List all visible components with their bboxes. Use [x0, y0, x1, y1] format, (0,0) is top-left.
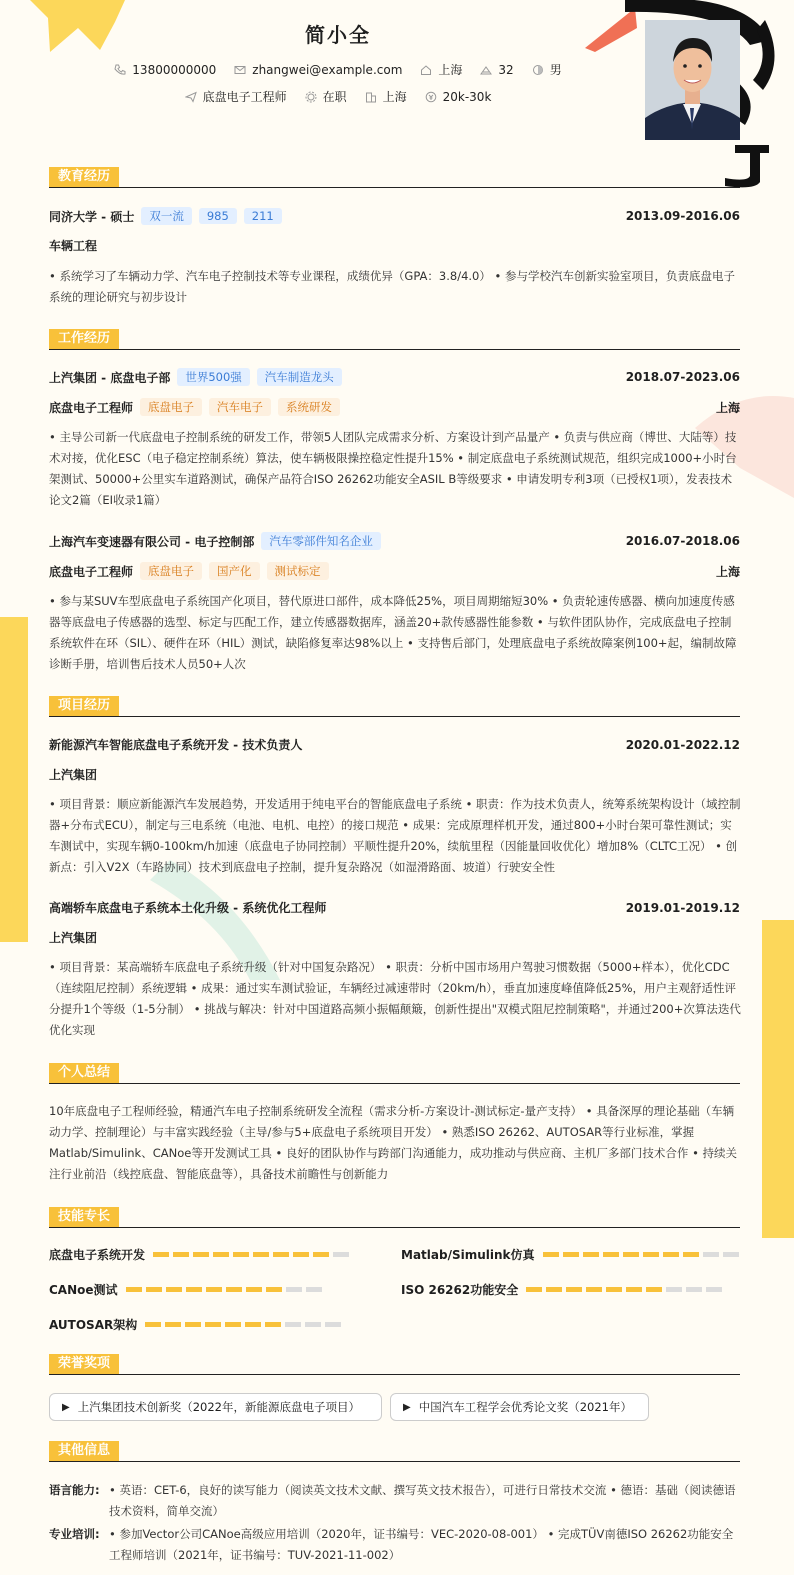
skill-level-segment [293, 1252, 309, 1257]
section-education [49, 167, 740, 188]
age-icon [480, 64, 492, 76]
skill-name: CANoe测试 [49, 1283, 118, 1297]
skill-level-segment [623, 1252, 639, 1257]
target-city-text: 上海 [382, 90, 407, 104]
company-tag: 世界500强 [177, 368, 249, 386]
skill-level-segment [566, 1287, 582, 1292]
skill-item [49, 1281, 322, 1298]
work-period: 2016.07-2018.06 [625, 534, 740, 548]
skill-level-segment [266, 1287, 282, 1292]
company-name: 上汽集团 - 底盘电子部 [49, 370, 171, 385]
major-row [49, 237, 740, 254]
job-tag: 国产化 [209, 562, 260, 580]
skill-item [401, 1281, 722, 1298]
skill-level-segment [543, 1252, 559, 1257]
section-title-summary: 个人总结 [49, 1063, 119, 1083]
profile-photo [645, 20, 740, 140]
skill-level-segment [286, 1287, 302, 1292]
status-icon [305, 91, 317, 103]
gender-item [532, 61, 562, 78]
job-title: 底盘电子工程师 [49, 564, 134, 579]
skill-level-segment [546, 1287, 562, 1292]
section-title-awards: 荣誉奖项 [49, 1354, 119, 1374]
skill-level-segment [205, 1322, 221, 1327]
skill-level-segment [165, 1322, 181, 1327]
skill-level-segment [193, 1252, 209, 1257]
section-other [49, 1441, 740, 1462]
skill-level-segment [606, 1287, 622, 1292]
project-org: 上汽集团 [49, 768, 98, 782]
project-period: 2019.01-2019.12 [625, 900, 740, 915]
skill-level-segment [306, 1287, 322, 1292]
section-title-projects: 项目经历 [49, 696, 119, 716]
job-tag: 底盘电子 [140, 398, 202, 416]
send-icon [185, 91, 197, 103]
award-text: 中国汽车工程学会优秀论文奖（2021年） [418, 1400, 632, 1414]
section-title-skills: 技能专长 [49, 1207, 119, 1227]
skill-level-segment [273, 1252, 289, 1257]
skill-level-segment [313, 1252, 329, 1257]
job-tag: 底盘电子 [140, 562, 202, 580]
skill-level-segment [126, 1287, 142, 1292]
school-name: 同济大学 - 硕士 [49, 209, 135, 224]
job-title: 底盘电子工程师 [49, 400, 134, 415]
skill-name: Matlab/Simulink仿真 [401, 1248, 535, 1262]
other-label: 语言能力: [49, 1483, 100, 1497]
skill-level-segment [285, 1322, 301, 1327]
skill-level-segment [226, 1287, 242, 1292]
skill-name: 底盘电子系统开发 [49, 1248, 146, 1262]
building-icon [365, 91, 377, 103]
gender-icon [532, 64, 544, 76]
skill-level-segment [626, 1287, 642, 1292]
school-tag: 双一流 [141, 207, 192, 225]
project-org: 上汽集团 [49, 931, 98, 945]
skill-level-segment [666, 1287, 682, 1292]
section-awards [49, 1354, 740, 1375]
skill-level-segment [526, 1287, 542, 1292]
other-language-row [49, 1480, 741, 1522]
skill-level-segment [723, 1252, 739, 1257]
other-label: 专业培训: [49, 1527, 100, 1541]
salary-item [425, 90, 492, 104]
skill-level-segment [325, 1322, 341, 1327]
section-work [49, 329, 740, 350]
skill-level-bar [145, 1322, 341, 1327]
skill-level-bar [543, 1252, 739, 1257]
project-desc: • 项目背景：顺应新能源汽车发展趋势，开发适用于纯电平台的智能底盘电子系统 • 职责：作为技术负责人，统筹系统架构设计（域控制器+分布式ECU），制定与三电系统（电池、电机、电控）的接口规范 • 成果：完成原理样机开发，通过800+小时台架可靠性测试；实车测试中，实现车辆0-100km/h加速（底盘电子协同控制）平顺性提升20%，续航里程（因能量回收优化）增加8%（CLTC工况） • 创新点：引入V2X（车路协同）技术到底盘电子控制，提升复杂路况（如湿滑路面、坡道）行驶安全性 [49, 797, 741, 874]
candidate-name: 简小全 [305, 23, 371, 47]
skill-level-bar [153, 1252, 349, 1257]
education-row [49, 207, 740, 225]
other-text: • 参加Vector公司CANoe高级应用培训（2020年，证书编号：VEC-2020-08-001） • 完成TÜV南德ISO 26262功能安全工程师培训（2021年，证书编号：TUV-2021-11-002） [109, 1527, 734, 1562]
work-company-row [49, 368, 740, 386]
salary-icon [425, 91, 437, 103]
mail-icon [234, 64, 246, 76]
company-tag: 汽车制造龙头 [257, 368, 342, 386]
skill-level-segment [166, 1287, 182, 1292]
skill-level-bar [126, 1287, 322, 1292]
salary-text: 20k-30k [442, 89, 492, 104]
age-item [480, 63, 513, 77]
skill-level-segment [603, 1252, 619, 1257]
play-icon: ▶ [62, 1401, 70, 1413]
skill-level-segment [213, 1252, 229, 1257]
play-icon: ▶ [403, 1401, 411, 1413]
email-item [234, 63, 402, 77]
summary-text: 10年底盘电子工程师经验，精通汽车电子控制系统研发全流程（需求分析-方案设计-测试标定-量产支持） • 具备深厚的理论基础（车辆动力学、控制理论）与丰富实践经验（主导/参与5+底盘电子系统项目开发） • 熟悉ISO 26262、AUTOSAR等行业标准，掌握Matlab/Simulink、CANoe等开发测试工具 • 良好的团队协作与跨部门沟通能力，成功推动与供应商、主机厂多部门技术合作 • 持续关注行业前沿（线控底盘、智能底盘等），具备技术前瞻性与创新能力 [49, 1104, 738, 1181]
skill-name: AUTOSAR架构 [49, 1318, 138, 1332]
skill-level-segment [305, 1322, 321, 1327]
skill-level-segment [646, 1287, 662, 1292]
skill-level-segment [333, 1252, 349, 1257]
project-desc: • 项目背景：某高端轿车底盘电子系统升级（针对中国复杂路况） • 职责：分析中国市场用户驾驶习惯数据（5000+样本），优化CDC（连续阻尼控制）系统逻辑 • 成果：通过实车测试验证，车辆经过减速带时（20km/h），垂直加速度峰值降低25%，用户主观舒适性评分提升1个等级（1-5分制） • 挑战与解决：针对中国道路高频小振幅颠簸，创新性提出"双模式阻尼控制策略"，并通过200+次算法迭代优化实现 [49, 960, 741, 1037]
company-tag: 汽车零部件知名企业 [261, 532, 381, 550]
school-tag: 211 [244, 208, 282, 224]
skill-level-segment [583, 1252, 599, 1257]
award-text: 上汽集团技术创新奖（2022年，新能源底盘电子项目） [77, 1400, 360, 1414]
skill-level-segment [663, 1252, 679, 1257]
work-desc: • 参与某SUV车型底盘电子系统国产化项目，替代原进口部件，成本降低25%，项目周期缩短30% • 负责轮速传感器、横向加速度传感器等底盘电子传感器的选型、标定与匹配工作，建立传感器数据库，涵盖20+款传感器性能参数 • 与软件团队协作，完成底盘电子控制系统软件在环（SIL）、硬件在环（HIL）测试，缺陷修复率达98%以上 • 支持售后部门，处理底盘电子系统故障案例100+起，编制故障诊断手册，培训售后技术人员50+人次 [49, 594, 737, 671]
project-name: 高端轿车底盘电子系统本土化升级 - 系统优化工程师 [49, 901, 327, 915]
skill-item [401, 1246, 739, 1263]
home-icon [420, 64, 432, 76]
education-desc: • 系统学习了车辆动力学、汽车电子控制技术等专业课程，成绩优异（GPA：3.8/4.0） • 参与学校汽车创新实验室项目，负责底盘电子系统的理论研究与初步设计 [49, 269, 735, 304]
other-training-row [49, 1524, 741, 1566]
skill-level-segment [643, 1252, 659, 1257]
award-card [49, 1393, 382, 1421]
skill-level-segment [563, 1252, 579, 1257]
work-desc: • 主导公司新一代底盘电子控制系统的研发工作，带领5人团队完成需求分析、方案设计到产品量产 • 负责与供应商（博世、大陆等）技术对接，优化ESC（电子稳定控制系统）算法，使车辆极限操控稳定性提升15% • 制定底盘电子系统测试规范，组织完成1000+小时台架测试、50000+公里实车道路测试，确保产品符合ISO 26262功能安全ASIL B等级要求 • 申请发明专利3项（已授权1项），发表技术论文2篇（EI收录1篇） [49, 430, 737, 507]
project-name: 新能源汽车智能底盘电子系统开发 - 技术负责人 [49, 738, 303, 752]
skill-level-segment [233, 1252, 249, 1257]
status-item [305, 88, 347, 105]
project-org-row [49, 766, 740, 783]
work-location: 上海 [715, 400, 740, 415]
section-projects [49, 696, 740, 717]
city-item [420, 61, 462, 78]
project-org-row [49, 929, 740, 946]
target-city-item [365, 88, 407, 105]
skill-level-segment [703, 1252, 719, 1257]
contact-row [0, 61, 676, 78]
position-item [185, 88, 287, 105]
work-title-row [49, 562, 740, 580]
education-period: 2013.09-2016.06 [625, 209, 740, 223]
job-tag: 测试标定 [267, 562, 329, 580]
skill-level-segment [253, 1252, 269, 1257]
job-intent-row [0, 88, 676, 105]
age-text: 32 [498, 62, 514, 77]
work-company-row [49, 532, 740, 550]
school-tag: 985 [199, 208, 237, 224]
skill-level-segment [706, 1287, 722, 1292]
major-name: 车辆工程 [49, 239, 98, 253]
email-text: zhangwei@example.com [252, 62, 403, 77]
skill-level-segment [153, 1252, 169, 1257]
skill-level-segment [185, 1322, 201, 1327]
skill-level-segment [683, 1252, 699, 1257]
section-title-work: 工作经历 [49, 329, 119, 349]
section-skills [49, 1207, 740, 1228]
skill-level-segment [146, 1287, 162, 1292]
project-period: 2020.01-2022.12 [625, 737, 740, 752]
section-title-other: 其他信息 [49, 1441, 119, 1461]
city-text: 上海 [438, 63, 463, 77]
project-row [49, 899, 740, 916]
phone-item [114, 63, 216, 77]
skill-item [49, 1316, 341, 1333]
skill-level-segment [173, 1252, 189, 1257]
skill-level-segment [206, 1287, 222, 1292]
other-text: • 英语：CET-6，良好的读写能力（阅读英文技术文献、撰写英文技术报告），可进行日常技术交流 • 德语：基础（阅读德语技术资料，简单交流） [109, 1483, 736, 1518]
skill-level-segment [686, 1287, 702, 1292]
phone-text: 13800000000 [132, 62, 217, 77]
skill-level-bar [526, 1287, 722, 1292]
project-row [49, 736, 740, 753]
work-location: 上海 [715, 564, 740, 579]
job-tag: 系统研发 [278, 398, 340, 416]
skill-level-segment [265, 1322, 281, 1327]
gender-text: 男 [549, 63, 562, 77]
skill-level-segment [245, 1322, 261, 1327]
position-text: 底盘电子工程师 [202, 90, 287, 104]
work-period: 2018.07-2023.06 [625, 370, 740, 384]
company-name: 上海汽车变速器有限公司 - 电子控制部 [49, 534, 255, 549]
job-tag: 汽车电子 [209, 398, 271, 416]
skill-level-segment [225, 1322, 241, 1327]
award-card [390, 1393, 649, 1421]
skill-level-segment [246, 1287, 262, 1292]
skill-level-segment [586, 1287, 602, 1292]
skill-level-segment [186, 1287, 202, 1292]
skill-item [49, 1246, 349, 1263]
work-title-row [49, 398, 740, 416]
skill-level-segment [145, 1322, 161, 1327]
status-text: 在职 [322, 90, 347, 104]
skill-name: ISO 26262功能安全 [401, 1283, 519, 1297]
phone-icon [114, 64, 126, 76]
section-title-education: 教育经历 [49, 167, 119, 187]
section-summary [49, 1063, 740, 1084]
